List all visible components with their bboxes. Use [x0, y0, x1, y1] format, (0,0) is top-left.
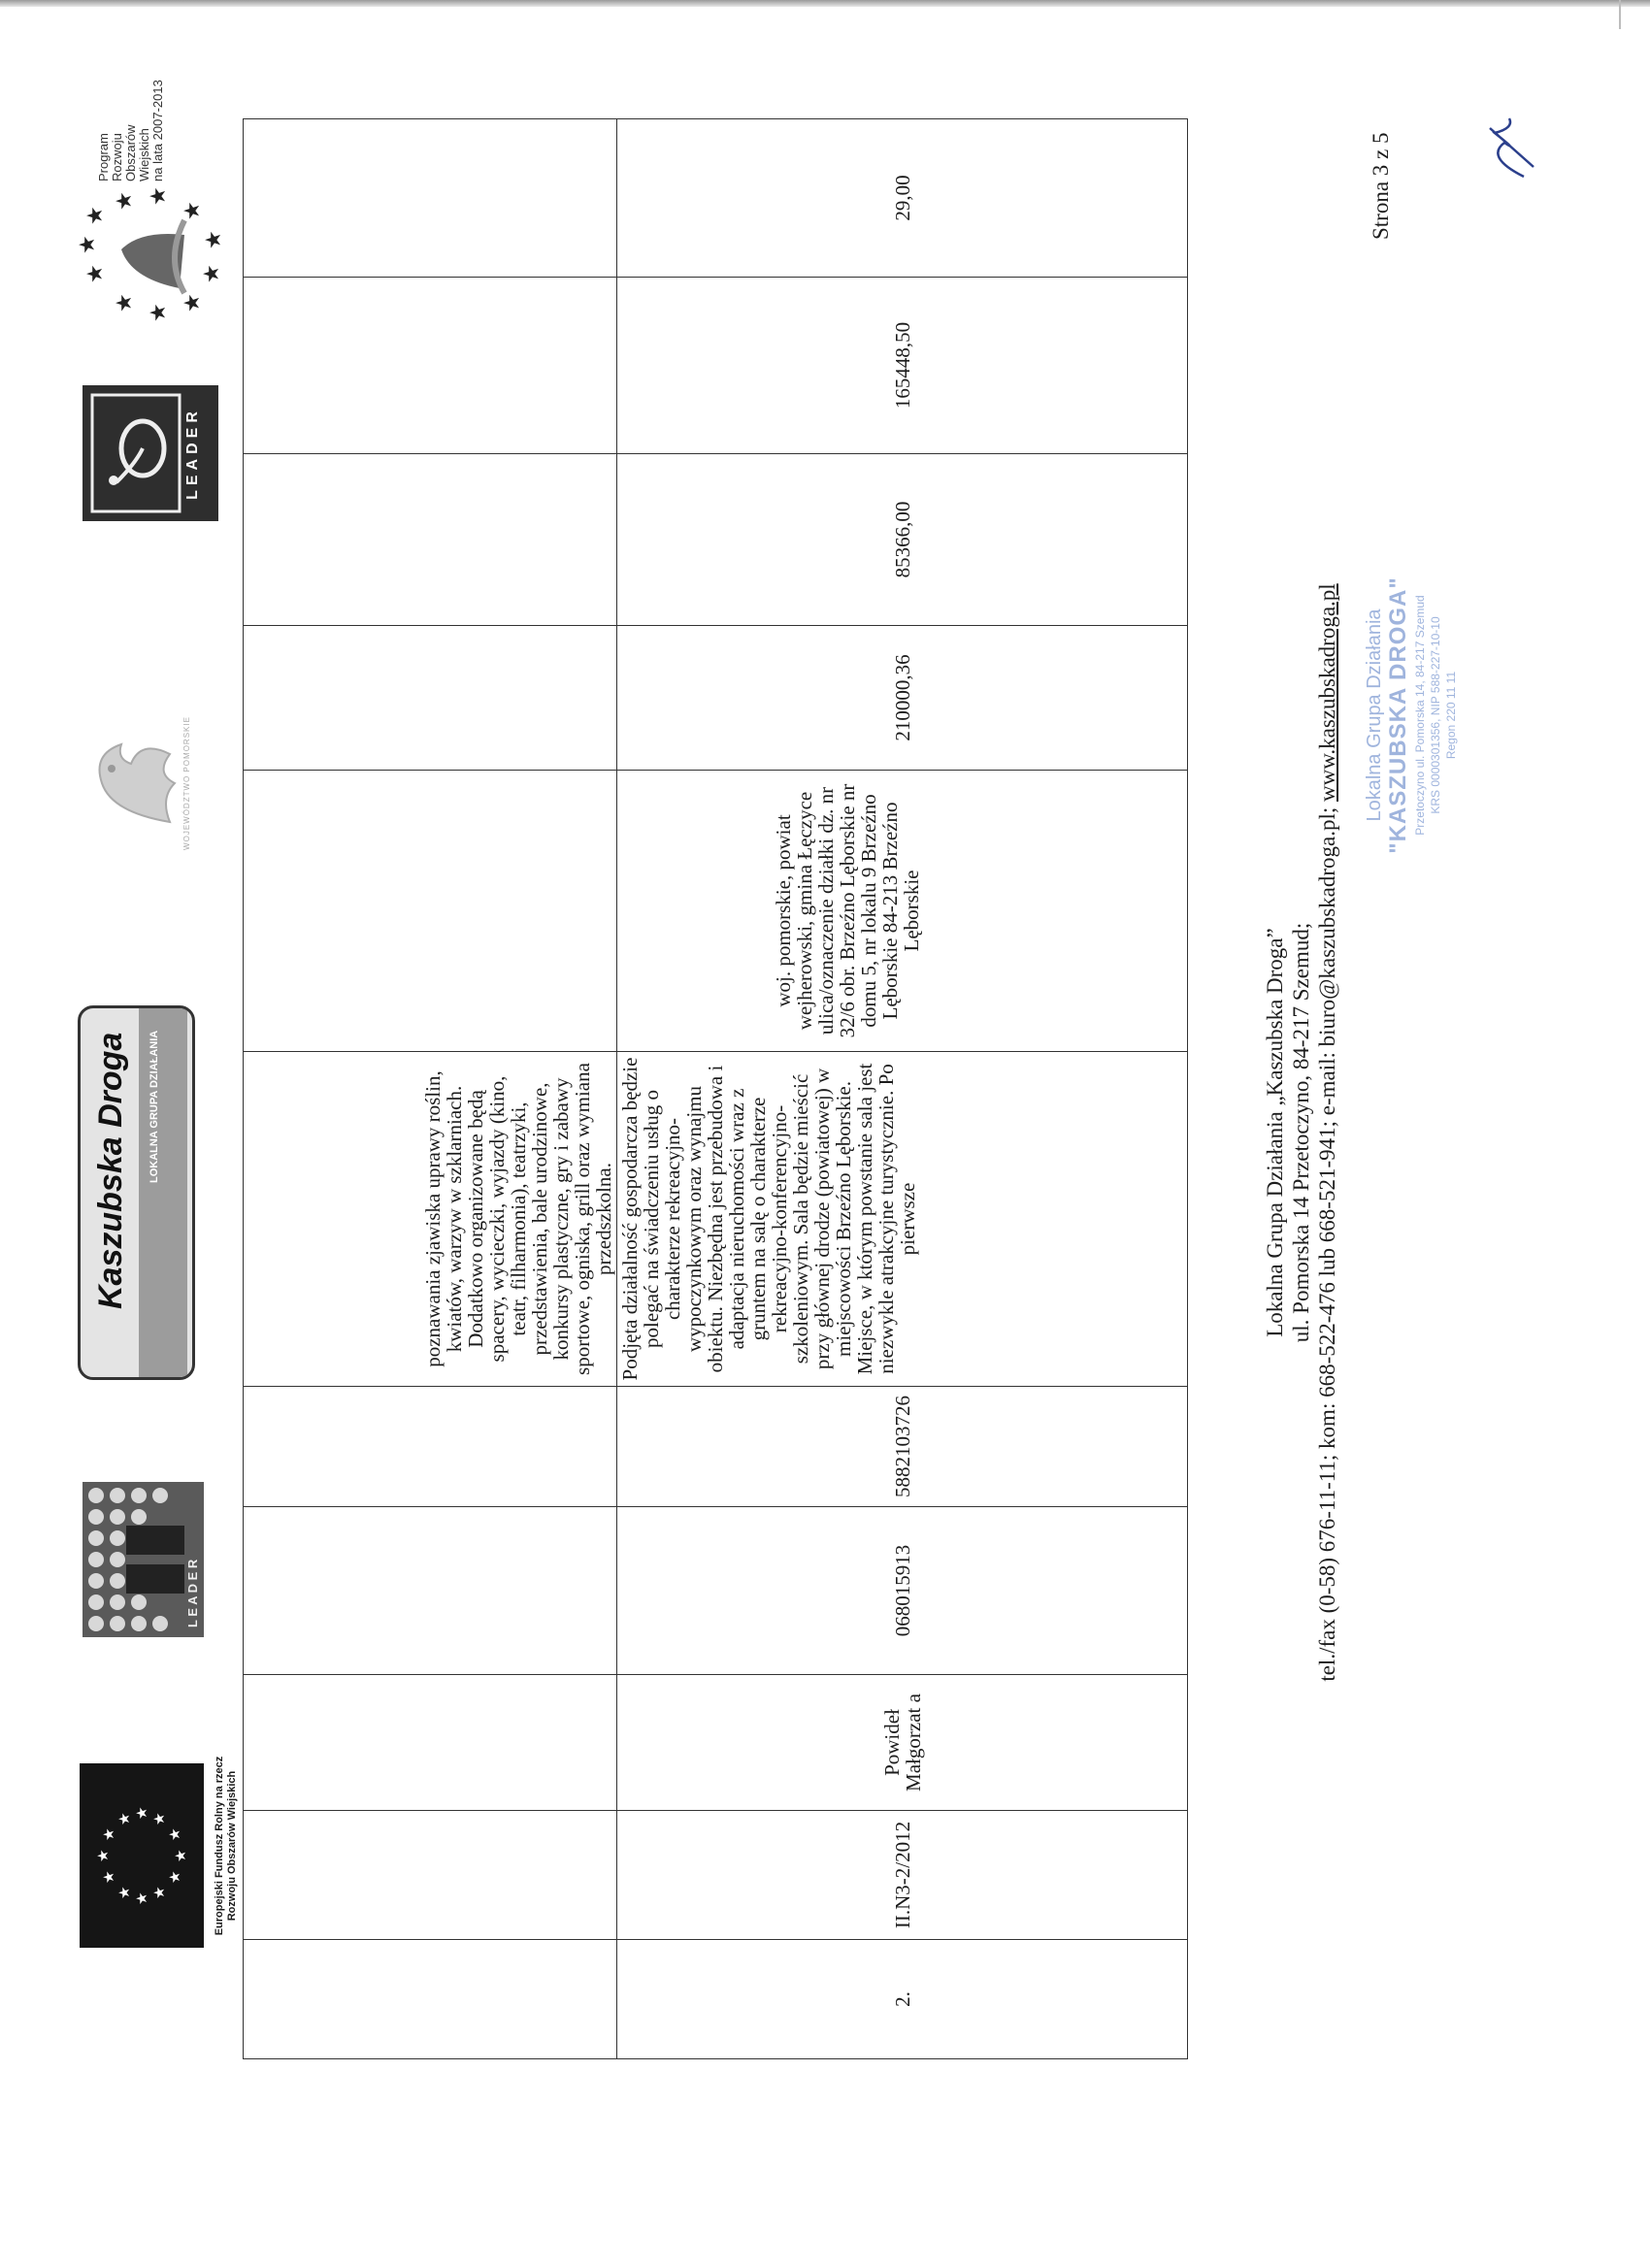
cell-name: [244, 1675, 617, 1811]
cell-nip: 068015913: [617, 1507, 1188, 1675]
stamp-line2: "KASZUBSKA DROGA": [1385, 576, 1411, 854]
stamp-line4: KRS 0000301356, NIP 588-227-10-10: [1429, 616, 1442, 814]
footer-contact: tel./fax (0-58) 676-11-11; kom: 668-522-476 lub 668-521-941; e-mail: biuro@kaszubskadroga.pl;: [1315, 801, 1339, 1682]
cell-nr: II.N3-2/2012: [617, 1811, 1188, 1940]
pomorskie-griffin-logo: [82, 715, 189, 851]
svg-text:★: ★: [82, 264, 107, 283]
prow-caption: [97, 65, 165, 181]
cell-amount-c: [244, 278, 617, 454]
kaszubska-droga-logo: [78, 1005, 195, 1380]
signature: [1475, 109, 1543, 186]
svg-text:★: ★: [201, 230, 225, 249]
website-link[interactable]: www.kaszubskadroga.pl: [1315, 583, 1339, 802]
cell-amount-a: [244, 626, 617, 771]
cell-nr: [244, 1811, 617, 1940]
prow-line5: na lata 2007-2013: [150, 80, 165, 181]
svg-text:★: ★: [82, 206, 107, 225]
table-row: [617, 119, 1188, 2059]
footer-line1: Lokalna Grupa Działania „Kaszubska Droga”: [1263, 928, 1287, 1337]
eu-caption-line1: Europejski Fundusz Rolny na rzecz: [214, 1756, 225, 1936]
cell-description: poznawania zjawiska uprawy roślin, kwiatów, warzyw w szklarniach. Dodatkowo organizowane będą spacery, wycieczki, wyjazdy (kino, teatr, filharmonia), teatrzyki, przedstawienia, bale urodzinowe, konkursy plastyczne, gry i zabawy sportowe, ogniska, grill oraz wymiana przedszkolna.: [244, 1052, 617, 1387]
stamp-line5: Regon 220 11 11: [1444, 671, 1458, 760]
cell-lp: [244, 1940, 617, 2059]
kaszubska-logo-subtext: LOKALNA GRUPA DZIAŁANIA: [148, 1030, 160, 1183]
cell-amount-d: [244, 119, 617, 278]
svg-text:★: ★: [199, 264, 223, 283]
svg-text:★: ★: [75, 235, 99, 254]
stamp-line1: Lokalna Grupa Działania: [1364, 608, 1385, 822]
svg-text:★: ★: [180, 201, 204, 220]
svg-text:★: ★: [112, 191, 136, 211]
prow-logo: [73, 181, 228, 337]
svg-text:★: ★: [112, 293, 136, 312]
cell-lp: 2.: [617, 1940, 1188, 2059]
eu-caption: [214, 1715, 239, 1977]
woj-caption: WOJEWÓDZTWO POMORSKIE: [182, 716, 191, 850]
kaszubska-logo-text: Kaszubska Droga: [92, 1032, 129, 1309]
cell-name: Powideł Małgorzat a: [617, 1675, 1188, 1811]
leader-logo-text: LEADER: [184, 407, 201, 500]
cell-amount-a: 210000,36: [617, 626, 1188, 771]
table-row: [244, 119, 617, 2059]
cell-amount-b: [244, 454, 617, 626]
logo-bar: [68, 0, 238, 2268]
prow-line2: Rozwoju: [110, 133, 124, 181]
svg-text:★: ★: [146, 186, 170, 206]
cell-description: Podjęta działalność gospodarcza będzie polegać na świadczeniu usług o charakterze rekreacyjno-wypoczynkowym oraz wynajmu obiektu. Niezbędna jest przebudowa i adaptacja nieruchomości wraz z gruntem na salę o charakterze rekreacyjno-konferencyjno-szkoleniowym. Sala będzie mieścić przy głównej drodze (powiatowej) w miejscowości Brzeźno Lęborskie. Miejsce, w którym powstanie sala jest niezwykle atrakcyjne turystycznie. Po pierwsze: [617, 1052, 1188, 1387]
prow-line3: Obszarów: [123, 124, 138, 181]
footer-line3: [1314, 550, 1340, 1715]
svg-text:★: ★: [146, 303, 170, 322]
svg-text:L E A D E R: L E A D E R: [185, 1559, 200, 1627]
cell-regon: [244, 1387, 617, 1507]
cell-amount-b: 85366,00: [617, 454, 1188, 626]
leader-figures-logo: [82, 1482, 204, 1637]
applications-table: [243, 118, 1188, 2059]
cell-location: [244, 771, 617, 1052]
cell-amount-d: 29,00: [617, 119, 1188, 278]
footer: [1262, 550, 1340, 1715]
cell-regon: 5882103726: [617, 1387, 1188, 1507]
eu-caption-line2: Rozwoju Obszarów Wiejskich: [226, 1770, 238, 1922]
cell-location: woj. pomorskie, powiat wejherowski, gmina Łęczyce ulica/oznaczenie działki dz. nr 32/6 obr. Brzeźno Lęborskie nr domu 5, nr lokalu 9 Brzeźno Lęborskie 84-213 Brzeźno Lęborskie: [617, 771, 1188, 1052]
cell-nip: [244, 1507, 617, 1675]
cell-amount-c: 165448,50: [617, 278, 1188, 454]
prow-line4: Wiejskich: [137, 128, 151, 181]
svg-text:★: ★: [180, 293, 204, 312]
page-number: Strona 3 z 5: [1369, 132, 1393, 240]
stamp-line3: Przetoczyno ul. Pomorska 14, 84-217 Szemud: [1413, 595, 1427, 836]
organization-stamp: [1364, 511, 1459, 919]
prow-line1: Program: [96, 133, 111, 181]
eu-flag-logo: ★ ★ ★ ★ ★ ★ ★ ★ ★ ★ ★ ★: [80, 1763, 204, 1948]
footer-line2: ul. Pomorska 14 Przetoczyno, 84-217 Szemud;: [1289, 922, 1313, 1343]
